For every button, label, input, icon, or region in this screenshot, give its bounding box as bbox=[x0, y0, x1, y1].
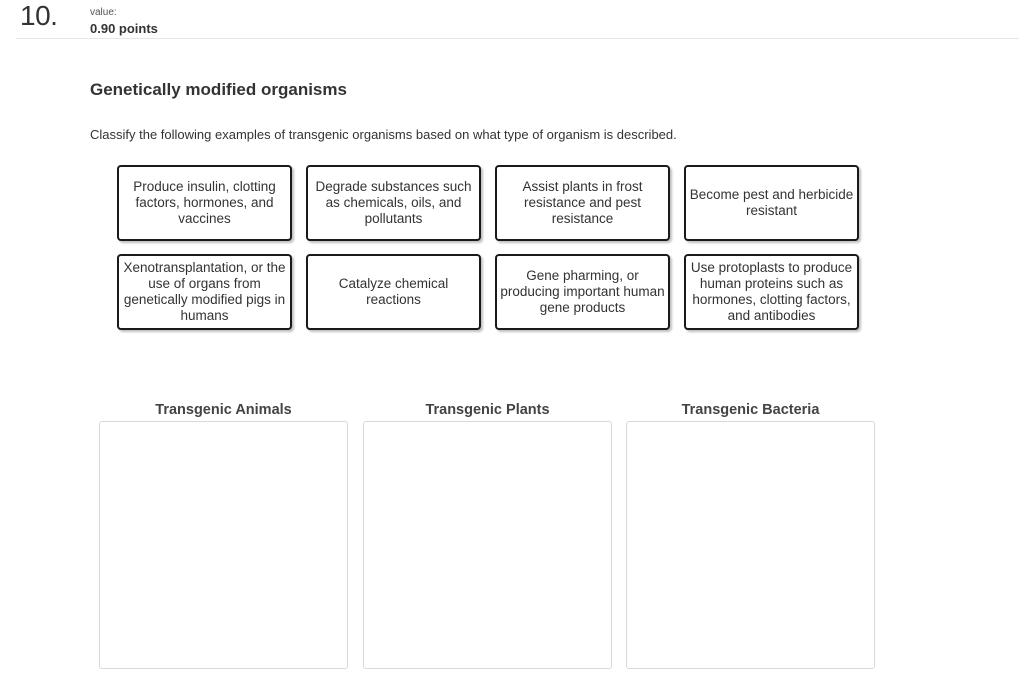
points-value: 0.90 points bbox=[90, 21, 158, 36]
draggable-card[interactable] bbox=[117, 165, 292, 241]
draggable-card[interactable] bbox=[684, 254, 859, 330]
question-number: 10. bbox=[20, 0, 58, 31]
card-label: Use protoplasts to produce human proteins such as hormones, clotting factors, and antibodies bbox=[690, 260, 853, 323]
draggable-card[interactable] bbox=[306, 165, 481, 241]
drop-zone-plants[interactable] bbox=[363, 421, 612, 669]
drop-zone-label-plants: Transgenic Plants bbox=[425, 402, 550, 418]
drop-zone-animals[interactable] bbox=[99, 421, 348, 669]
draggable-card[interactable] bbox=[306, 254, 481, 330]
draggable-card[interactable] bbox=[495, 254, 670, 330]
card-label: Produce insulin, clotting factors, hormones, and vaccines bbox=[133, 179, 276, 226]
drop-zone-label-animals: Transgenic Animals bbox=[155, 402, 292, 418]
card-label: Catalyze chemical reactions bbox=[338, 276, 449, 307]
draggable-card[interactable] bbox=[684, 165, 859, 241]
draggable-card[interactable] bbox=[495, 165, 670, 241]
question-title: Genetically modified organisms bbox=[90, 80, 347, 99]
drop-zone-bacteria[interactable] bbox=[626, 421, 875, 669]
card-label: Xenotransplantation, or the use of organs from genetically modified pigs in humans bbox=[123, 260, 286, 323]
card-label: Degrade substances such as chemicals, oils, and pollutants bbox=[315, 179, 472, 226]
header-divider bbox=[16, 38, 1019, 39]
draggable-card[interactable] bbox=[117, 254, 292, 330]
card-label: Gene pharming, or producing important human gene products bbox=[500, 268, 665, 315]
drop-zone-label-bacteria: Transgenic Bacteria bbox=[681, 402, 820, 418]
question-instructions: Classify the following examples of transgenic organisms based on what type of organism is described. bbox=[90, 127, 677, 142]
card-label: Become pest and herbicide resistant bbox=[689, 187, 854, 218]
draggable-cards-area bbox=[117, 165, 865, 335]
card-label: Assist plants in frost resistance and pest resistance bbox=[522, 179, 643, 226]
value-label: value: bbox=[90, 7, 117, 18]
